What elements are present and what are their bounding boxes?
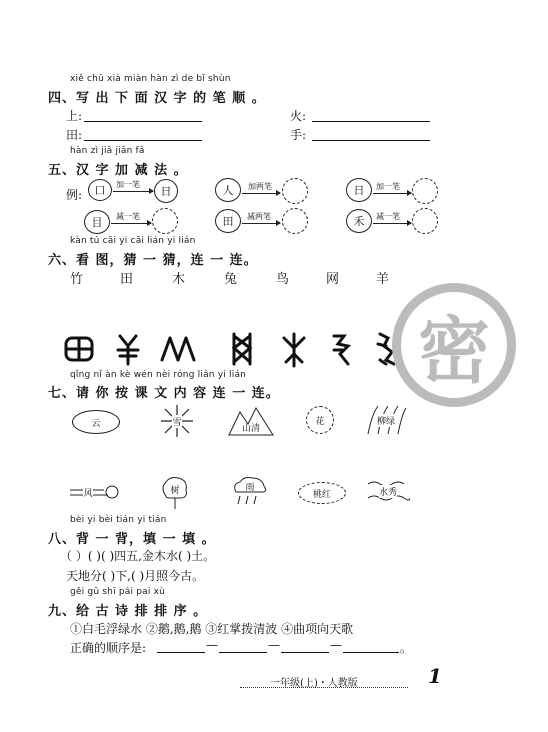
s9-blank-3[interactable] (281, 652, 329, 653)
s9-dash-1: — (206, 638, 218, 652)
s5-r1-arrow-1 (113, 191, 153, 192)
s7-top-snow (160, 404, 194, 438)
mu-glyph-icon (284, 334, 304, 366)
s5-r2-op-1: 减一笔 (116, 212, 140, 221)
s8-pinyin: bèi yi bèi tián yi tián (70, 515, 167, 525)
s5-example-label: 例: (66, 188, 83, 202)
s7-bottom-label-5: 水秀 (379, 485, 397, 498)
s7-bottom-label-4: 桃红 (312, 489, 331, 500)
s6-char-wang: 网 (326, 272, 340, 287)
s5-r2-arrow-2 (242, 223, 280, 224)
s5-r2-src-2: 田 (215, 209, 241, 233)
s7-top-flower (306, 406, 334, 434)
s7-bottom-rain (232, 476, 268, 506)
s4-item-shang: 上: (66, 109, 83, 123)
s6-char-niao: 鸟 (276, 272, 290, 287)
confidential-stamp (392, 283, 516, 407)
s7-bottom-label-3: 雨 (245, 482, 255, 493)
s7-top-label-4: 花 (315, 416, 325, 427)
tian-glyph-icon (66, 338, 92, 360)
s5-r1-dst-1: 日 (154, 179, 178, 203)
s8-title: 八、背 一 背，填 一 填 。 (48, 532, 216, 547)
s5-r2-dst-1[interactable] (152, 208, 178, 234)
zhu-glyph-icon (162, 338, 194, 360)
s9-dash-2: — (268, 638, 280, 652)
s5-r1-src-3: 日 (346, 178, 372, 202)
wind-icon (68, 482, 120, 502)
s7-bottom-tree (160, 476, 190, 510)
s4-answer-line-2[interactable] (312, 121, 430, 122)
s9-dash-3: — (330, 638, 342, 652)
s5-title: 五、汉 字 加 减 法 。 (48, 163, 188, 178)
s7-top-label-3: 山清 (241, 423, 260, 434)
s5-r2-dst-3[interactable] (412, 208, 438, 234)
s4-item-huo: 火: (290, 109, 307, 123)
s5-r2-arrow-1 (111, 223, 151, 224)
s6-pinyin: kàn tú cāi yi cāi lián yi lián (70, 236, 196, 246)
s7-bottom-water (366, 480, 410, 502)
s5-r1-arrow-3 (373, 193, 411, 194)
s4-pinyin: xiě chū xià miàn hàn zì de bǐ shùn (70, 74, 231, 84)
s7-bottom-label-1: 风 (83, 486, 92, 499)
s6-char-tian: 田 (120, 272, 134, 287)
s6-char-zhu: 竹 (70, 272, 84, 287)
tu-glyph-icon (334, 336, 348, 364)
s9-blank-4[interactable] (343, 652, 399, 653)
s7-pinyin: qǐng nǐ àn kè wén nèi róng lián yi lián (70, 370, 247, 380)
s5-r1-arrow-2 (242, 193, 280, 194)
s9-title: 九、给 古 诗 排 排 序 。 (48, 604, 208, 619)
s9-blank-1[interactable] (157, 652, 205, 653)
s5-r1-dst-3[interactable] (412, 178, 438, 204)
s5-r1-op-2: 加两笔 (248, 182, 272, 191)
s5-r2-op-3: 减一笔 (376, 212, 400, 221)
s8-line-2[interactable]: 天地分( )下,( )月照今古。 (66, 569, 205, 583)
stamp-char: 密 (417, 309, 490, 393)
s9-blank-2[interactable] (219, 652, 267, 653)
yang-glyph-icon (118, 336, 138, 364)
s9-options: ①白毛浮绿水 ②鹅,鹅,鹅 ③红掌拨清波 ④曲项向天歌 (70, 622, 354, 636)
s5-r1-src-2: 人 (215, 178, 241, 202)
s9-answer-label: 正确的顺序是: (70, 641, 147, 655)
s7-top-label-1: 云 (91, 418, 101, 429)
s4-item-shou: 手: (290, 128, 307, 142)
s4-title: 四、写 出 下 面 汉 字 的 笔 顺 。 (48, 91, 266, 106)
s7-top-willow (364, 404, 408, 436)
s7-bottom-wind (68, 482, 120, 502)
s4-item-tian: 田: (66, 128, 83, 142)
s5-r1-op-1: 加一笔 (116, 180, 140, 189)
s5-r2-arrow-3 (373, 223, 411, 224)
s5-r1-src-1: 口 (88, 179, 112, 201)
s6-char-yang: 羊 (376, 272, 390, 287)
wang-glyph-icon (234, 334, 250, 364)
s5-r2-op-2: 减两笔 (247, 212, 271, 221)
s7-bottom-peach (298, 482, 346, 504)
s7-title: 七、请 你 按 课 文 内 容 连 一 连。 (48, 386, 280, 401)
s6-pictograms (62, 330, 402, 370)
s7-top-cloud (72, 410, 120, 434)
s5-r2-src-1: 目 (84, 210, 110, 234)
s9-end: 。 (400, 641, 413, 655)
s4-answer-line-4[interactable] (312, 140, 430, 141)
s6-char-tu: 兔 (224, 272, 238, 287)
s4-answer-line-3[interactable] (84, 140, 202, 141)
s7-bottom-label-2: 树 (170, 485, 180, 496)
s8-line-1[interactable]: （ ）( )( )四五,金木水( )土。 (60, 549, 216, 563)
s5-r2-dst-2[interactable] (282, 208, 308, 234)
s5-r2-src-3: 禾 (346, 209, 372, 233)
s4-answer-line-1[interactable] (84, 121, 202, 122)
footer-label: 一年级(上)・人教版 (270, 678, 358, 689)
s6-char-mu: 木 (172, 272, 186, 287)
s5-r1-op-3: 加一笔 (376, 182, 400, 191)
s7-top-label-5: 柳绿 (377, 414, 395, 427)
s6-title: 六、看 图，猜 一 猜，连 一 连。 (48, 253, 258, 268)
s9-pinyin: gěi gǔ shī pái pai xù (70, 587, 166, 597)
s7-top-label-2: 雪 (172, 415, 181, 428)
page-number: 1 (428, 664, 442, 688)
s7-top-mountain (228, 406, 274, 436)
s5-r1-dst-2[interactable] (282, 178, 308, 204)
s5-pinyin: hàn zì jiā jiǎn fǎ (70, 146, 145, 156)
